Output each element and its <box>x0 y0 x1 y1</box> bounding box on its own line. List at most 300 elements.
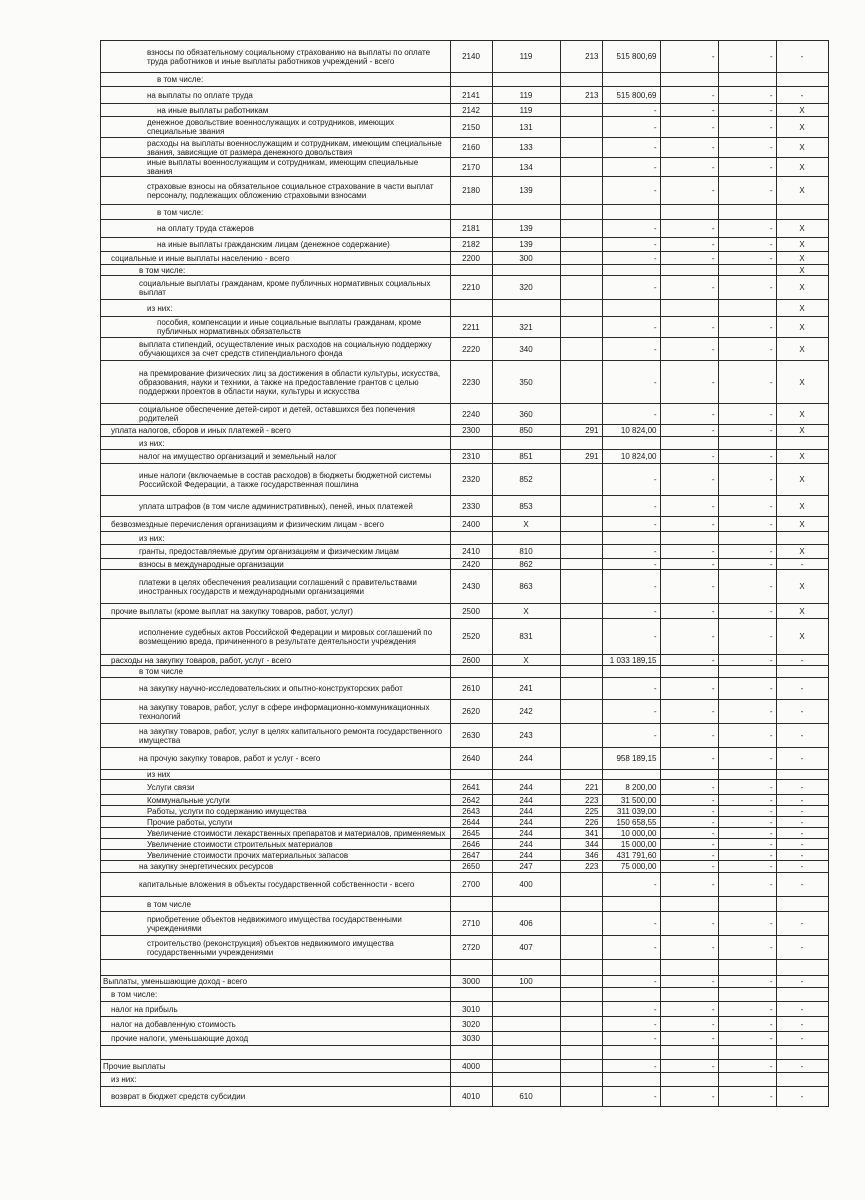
row-col-beyond <box>776 960 828 976</box>
row-col-next-year: - <box>660 177 718 205</box>
row-col-beyond: Х <box>776 252 828 265</box>
row-sum: - <box>602 1087 660 1107</box>
row-col-second-year: - <box>718 545 776 559</box>
row-kvr: 244 <box>492 839 560 850</box>
row-kvr: 133 <box>492 138 560 158</box>
table-row <box>101 252 829 265</box>
row-kvr: 407 <box>492 936 560 960</box>
row-kosgu <box>560 138 602 158</box>
row-name: Услуги связи <box>101 780 451 795</box>
row-col-beyond: Х <box>776 496 828 517</box>
row-sum: 10 824,00 <box>602 450 660 464</box>
row-kosgu <box>560 517 602 532</box>
row-col-next-year: - <box>660 912 718 936</box>
row-sum: - <box>602 912 660 936</box>
row-name <box>101 1046 451 1060</box>
row-col-second-year: - <box>718 496 776 517</box>
row-kvr: 320 <box>492 276 560 300</box>
row-col-beyond: - <box>776 1032 828 1046</box>
row-col-beyond <box>776 770 828 780</box>
row-col-next-year: - <box>660 861 718 873</box>
row-col-second-year: - <box>718 678 776 700</box>
row-sum: 431 791,60 <box>602 850 660 861</box>
row-col-second-year: - <box>718 404 776 425</box>
table-row <box>101 265 829 276</box>
row-col-beyond: Х <box>776 177 828 205</box>
row-name: уплата налогов, сборов и иных платежей - всего <box>101 425 451 437</box>
row-sum <box>602 265 660 276</box>
row-sum: 311 039,00 <box>602 806 660 817</box>
row-kosgu <box>560 559 602 570</box>
row-code: 2620 <box>450 700 492 724</box>
table-row <box>101 117 829 138</box>
row-name: прочие выплаты (кроме выплат на закупку товаров, работ, услуг) <box>101 604 451 619</box>
row-name: Прочие работы, услуги <box>101 817 451 828</box>
row-code <box>450 73 492 87</box>
row-name: уплата штрафов (в том числе административных), пеней, иных платежей <box>101 496 451 517</box>
row-kosgu <box>560 238 602 252</box>
row-kvr: 862 <box>492 559 560 570</box>
row-col-second-year: - <box>718 850 776 861</box>
table-row <box>101 678 829 700</box>
row-code: 2500 <box>450 604 492 619</box>
row-col-beyond: Х <box>776 117 828 138</box>
row-kvr: 139 <box>492 238 560 252</box>
row-sum: 515 800,69 <box>602 87 660 104</box>
row-kosgu <box>560 604 602 619</box>
row-col-next-year: - <box>660 117 718 138</box>
row-kosgu <box>560 496 602 517</box>
row-col-next-year: - <box>660 780 718 795</box>
row-code <box>450 897 492 912</box>
row-kosgu <box>560 1046 602 1060</box>
row-code: 2610 <box>450 678 492 700</box>
row-col-beyond: - <box>776 700 828 724</box>
row-sum: 31 500,00 <box>602 795 660 806</box>
table-row <box>101 960 829 976</box>
row-kvr <box>492 988 560 1002</box>
row-col-second-year: - <box>718 806 776 817</box>
row-sum: 958 189,15 <box>602 748 660 770</box>
row-col-beyond: Х <box>776 361 828 404</box>
row-name: расходы на выплаты военнослужащим и сотрудникам, имеющим специальные звания, зависящие от размера денежного довольствия <box>101 138 451 158</box>
row-col-second-year: - <box>718 117 776 138</box>
row-kosgu <box>560 700 602 724</box>
row-code <box>450 1046 492 1060</box>
table-row <box>101 338 829 361</box>
row-kosgu <box>560 1060 602 1073</box>
row-col-second-year: - <box>718 177 776 205</box>
row-name: приобретение объектов недвижимого имущества государственными учреждениями <box>101 912 451 936</box>
row-sum: 515 800,69 <box>602 41 660 73</box>
row-col-beyond: - <box>776 559 828 570</box>
row-kosgu <box>560 437 602 450</box>
row-code: 3030 <box>450 1032 492 1046</box>
row-name: в том числе: <box>101 73 451 87</box>
row-name: возврат в бюджет средств субсидии <box>101 1087 451 1107</box>
row-code: 3010 <box>450 1002 492 1017</box>
row-col-second-year: - <box>718 839 776 850</box>
row-sum: - <box>602 1060 660 1073</box>
row-code: 2410 <box>450 545 492 559</box>
row-col-next-year: - <box>660 138 718 158</box>
row-col-beyond <box>776 988 828 1002</box>
row-col-beyond <box>776 532 828 545</box>
row-name: взносы в международные организации <box>101 559 451 570</box>
row-sum <box>602 1046 660 1060</box>
row-code: 2630 <box>450 724 492 748</box>
row-code: 3000 <box>450 976 492 988</box>
row-sum: - <box>602 252 660 265</box>
table-row <box>101 205 829 220</box>
row-col-next-year <box>660 300 718 317</box>
row-col-second-year: - <box>718 570 776 604</box>
row-sum: - <box>602 570 660 604</box>
row-col-next-year: - <box>660 850 718 861</box>
row-kvr <box>492 532 560 545</box>
row-col-beyond: - <box>776 873 828 897</box>
row-sum: - <box>602 138 660 158</box>
row-kvr: 360 <box>492 404 560 425</box>
row-code <box>450 205 492 220</box>
row-sum: 1 033 189,15 <box>602 655 660 666</box>
row-col-next-year: - <box>660 41 718 73</box>
row-kvr <box>492 437 560 450</box>
row-col-second-year: - <box>718 464 776 496</box>
row-sum <box>602 205 660 220</box>
row-col-next-year: - <box>660 559 718 570</box>
row-kvr: 244 <box>492 780 560 795</box>
row-code: 2200 <box>450 252 492 265</box>
row-kvr: Х <box>492 517 560 532</box>
row-kosgu <box>560 678 602 700</box>
row-kosgu <box>560 976 602 988</box>
table-row <box>101 655 829 666</box>
row-kosgu <box>560 873 602 897</box>
row-name: денежное довольствие военнослужащих и сотрудников, имеющих специальные звания <box>101 117 451 138</box>
row-kvr: 810 <box>492 545 560 559</box>
row-col-second-year: - <box>718 317 776 338</box>
row-kosgu <box>560 570 602 604</box>
row-col-second-year: - <box>718 976 776 988</box>
row-col-next-year: - <box>660 1060 718 1073</box>
row-kosgu <box>560 317 602 338</box>
row-col-beyond: - <box>776 828 828 839</box>
row-sum: - <box>602 158 660 177</box>
row-code: 2647 <box>450 850 492 861</box>
row-name: на прочую закупку товаров, работ и услуг - всего <box>101 748 451 770</box>
row-kosgu <box>560 220 602 238</box>
row-code: 2182 <box>450 238 492 252</box>
row-name: из них: <box>101 300 451 317</box>
row-kosgu <box>560 960 602 976</box>
row-name: Коммунальные услуги <box>101 795 451 806</box>
row-name: налог на добавленную стоимость <box>101 1017 451 1032</box>
row-kosgu <box>560 361 602 404</box>
row-col-beyond: - <box>776 861 828 873</box>
table-body <box>101 41 829 1107</box>
row-code: 2640 <box>450 748 492 770</box>
row-col-second-year <box>718 960 776 976</box>
row-sum: - <box>602 361 660 404</box>
row-col-second-year: - <box>718 1017 776 1032</box>
row-col-beyond: Х <box>776 404 828 425</box>
table-row <box>101 425 829 437</box>
row-kvr <box>492 265 560 276</box>
row-code <box>450 988 492 1002</box>
row-name: страховые взносы на обязательное социальное страхование в части выплат персоналу, подлежащих обложению страховыми взносами <box>101 177 451 205</box>
row-code: 2645 <box>450 828 492 839</box>
row-col-beyond: Х <box>776 545 828 559</box>
row-col-beyond: Х <box>776 619 828 655</box>
row-kvr: 119 <box>492 87 560 104</box>
row-name: на закупку товаров, работ, услуг в сфере информационно-коммуникационных технологий <box>101 700 451 724</box>
row-sum: - <box>602 220 660 238</box>
row-col-beyond <box>776 897 828 912</box>
row-sum: - <box>602 404 660 425</box>
row-col-second-year: - <box>718 158 776 177</box>
row-code: 2641 <box>450 780 492 795</box>
row-col-next-year: - <box>660 817 718 828</box>
row-kosgu: 223 <box>560 861 602 873</box>
row-col-second-year <box>718 300 776 317</box>
row-kosgu: 225 <box>560 806 602 817</box>
row-col-beyond: - <box>776 780 828 795</box>
table-row <box>101 850 829 861</box>
row-code: 2320 <box>450 464 492 496</box>
row-code: 2700 <box>450 873 492 897</box>
row-kosgu <box>560 1032 602 1046</box>
row-kvr: 852 <box>492 464 560 496</box>
row-kvr: 100 <box>492 976 560 988</box>
table-row <box>101 570 829 604</box>
row-name: социальные и иные выплаты населению - всего <box>101 252 451 265</box>
budget-table <box>100 40 829 1107</box>
row-sum <box>602 897 660 912</box>
row-sum: - <box>602 936 660 960</box>
row-sum <box>602 437 660 450</box>
table-row <box>101 936 829 960</box>
row-name: в том числе: <box>101 205 451 220</box>
row-col-next-year <box>660 897 718 912</box>
row-col-next-year: - <box>660 87 718 104</box>
row-code: 2230 <box>450 361 492 404</box>
row-col-second-year: - <box>718 104 776 117</box>
row-kvr: Х <box>492 604 560 619</box>
row-kvr: 131 <box>492 117 560 138</box>
row-kvr: 321 <box>492 317 560 338</box>
table-row <box>101 1046 829 1060</box>
row-name: иные налоги (включаемые в состав расходов) в бюджеты бюджетной системы Российской Федерации, а также государственная пошлина <box>101 464 451 496</box>
row-kosgu <box>560 252 602 265</box>
table-row <box>101 496 829 517</box>
row-code: 2330 <box>450 496 492 517</box>
row-kosgu: 291 <box>560 450 602 464</box>
row-col-next-year: - <box>660 252 718 265</box>
row-col-second-year: - <box>718 912 776 936</box>
row-col-next-year: - <box>660 724 718 748</box>
row-col-next-year <box>660 73 718 87</box>
row-col-next-year <box>660 988 718 1002</box>
row-kosgu: 226 <box>560 817 602 828</box>
row-col-beyond <box>776 666 828 678</box>
row-col-next-year: - <box>660 678 718 700</box>
row-sum: 10 000,00 <box>602 828 660 839</box>
row-col-next-year: - <box>660 425 718 437</box>
row-col-second-year: - <box>718 517 776 532</box>
row-code: 2430 <box>450 570 492 604</box>
row-code: 2643 <box>450 806 492 817</box>
row-sum: - <box>602 604 660 619</box>
row-name: в том числе <box>101 897 451 912</box>
row-sum: - <box>602 724 660 748</box>
row-sum: - <box>602 496 660 517</box>
row-code <box>450 770 492 780</box>
row-col-second-year <box>718 73 776 87</box>
table-row <box>101 532 829 545</box>
row-sum: 150 658,55 <box>602 817 660 828</box>
row-col-second-year: - <box>718 604 776 619</box>
row-kosgu <box>560 897 602 912</box>
row-name: на оплату труда стажеров <box>101 220 451 238</box>
row-col-beyond: Х <box>776 300 828 317</box>
row-kvr <box>492 205 560 220</box>
row-name: из них: <box>101 1073 451 1087</box>
row-name: Выплаты, уменьшающие доход - всего <box>101 976 451 988</box>
row-col-beyond: - <box>776 795 828 806</box>
row-col-second-year: - <box>718 559 776 570</box>
row-kosgu <box>560 1017 602 1032</box>
row-kvr <box>492 1073 560 1087</box>
row-col-beyond: Х <box>776 317 828 338</box>
row-col-next-year: - <box>660 317 718 338</box>
row-kosgu <box>560 1073 602 1087</box>
row-kvr: 139 <box>492 177 560 205</box>
row-col-next-year <box>660 205 718 220</box>
row-code: 2600 <box>450 655 492 666</box>
row-kvr: 863 <box>492 570 560 604</box>
table-row <box>101 780 829 795</box>
row-col-beyond: Х <box>776 220 828 238</box>
row-col-next-year: - <box>660 361 718 404</box>
row-kvr: 244 <box>492 817 560 828</box>
table-row <box>101 545 829 559</box>
row-code: 2240 <box>450 404 492 425</box>
row-col-second-year: - <box>718 338 776 361</box>
row-kosgu <box>560 936 602 960</box>
table-row <box>101 87 829 104</box>
table-row <box>101 828 829 839</box>
table-row <box>101 806 829 817</box>
row-sum: - <box>602 700 660 724</box>
row-kvr <box>492 1017 560 1032</box>
row-col-second-year: - <box>718 861 776 873</box>
row-col-beyond <box>776 437 828 450</box>
row-sum: - <box>602 1017 660 1032</box>
row-kvr: 241 <box>492 678 560 700</box>
row-col-next-year: - <box>660 517 718 532</box>
row-col-beyond: Х <box>776 104 828 117</box>
row-col-beyond: - <box>776 748 828 770</box>
row-col-next-year: - <box>660 828 718 839</box>
table-row <box>101 1017 829 1032</box>
row-code: 2170 <box>450 158 492 177</box>
row-col-next-year: - <box>660 795 718 806</box>
table-row <box>101 437 829 450</box>
row-name: Увеличение стоимости лекарственных препаратов и материалов, применяемых <box>101 828 451 839</box>
row-col-beyond: - <box>776 1017 828 1032</box>
row-kvr: 243 <box>492 724 560 748</box>
row-col-next-year: - <box>660 464 718 496</box>
row-col-beyond: - <box>776 976 828 988</box>
row-sum: - <box>602 559 660 570</box>
row-sum: - <box>602 619 660 655</box>
row-col-next-year: - <box>660 873 718 897</box>
row-col-beyond: - <box>776 1060 828 1073</box>
row-name: Увеличение стоимости строительных материалов <box>101 839 451 850</box>
row-sum <box>602 532 660 545</box>
row-col-beyond: Х <box>776 238 828 252</box>
row-kvr: 139 <box>492 220 560 238</box>
table-row <box>101 795 829 806</box>
row-col-next-year <box>660 265 718 276</box>
row-kosgu <box>560 265 602 276</box>
row-kosgu: 341 <box>560 828 602 839</box>
row-kvr <box>492 300 560 317</box>
row-kvr <box>492 770 560 780</box>
row-kvr: Х <box>492 655 560 666</box>
row-col-beyond: Х <box>776 265 828 276</box>
row-col-next-year: - <box>660 1087 718 1107</box>
row-col-second-year: - <box>718 276 776 300</box>
row-kosgu <box>560 545 602 559</box>
row-col-beyond: Х <box>776 338 828 361</box>
row-kosgu <box>560 912 602 936</box>
row-kosgu: 221 <box>560 780 602 795</box>
row-code: 2300 <box>450 425 492 437</box>
row-col-next-year <box>660 770 718 780</box>
row-sum <box>602 988 660 1002</box>
row-kvr: 119 <box>492 104 560 117</box>
row-kvr <box>492 1046 560 1060</box>
row-sum <box>602 1073 660 1087</box>
row-name: налог на имущество организаций и земельный налог <box>101 450 451 464</box>
row-kvr: 300 <box>492 252 560 265</box>
row-kosgu <box>560 73 602 87</box>
row-name: в том числе: <box>101 265 451 276</box>
row-sum <box>602 770 660 780</box>
row-kosgu <box>560 276 602 300</box>
row-col-second-year <box>718 437 776 450</box>
table-row <box>101 817 829 828</box>
row-kosgu: 223 <box>560 795 602 806</box>
row-sum: - <box>602 678 660 700</box>
row-code: 2400 <box>450 517 492 532</box>
row-col-next-year <box>660 437 718 450</box>
row-col-second-year: - <box>718 138 776 158</box>
table-row <box>101 897 829 912</box>
row-sum: 15 000,00 <box>602 839 660 850</box>
row-code <box>450 265 492 276</box>
row-col-next-year: - <box>660 338 718 361</box>
row-name: социальное обеспечение детей-сирот и детей, оставшихся без попечения родителей <box>101 404 451 425</box>
row-kosgu <box>560 619 602 655</box>
row-col-second-year: - <box>718 795 776 806</box>
row-name: на закупку товаров, работ, услуг в целях капитального ремонта государственного имущества <box>101 724 451 748</box>
row-name: в том числе <box>101 666 451 678</box>
row-code: 2180 <box>450 177 492 205</box>
row-col-next-year: - <box>660 158 718 177</box>
